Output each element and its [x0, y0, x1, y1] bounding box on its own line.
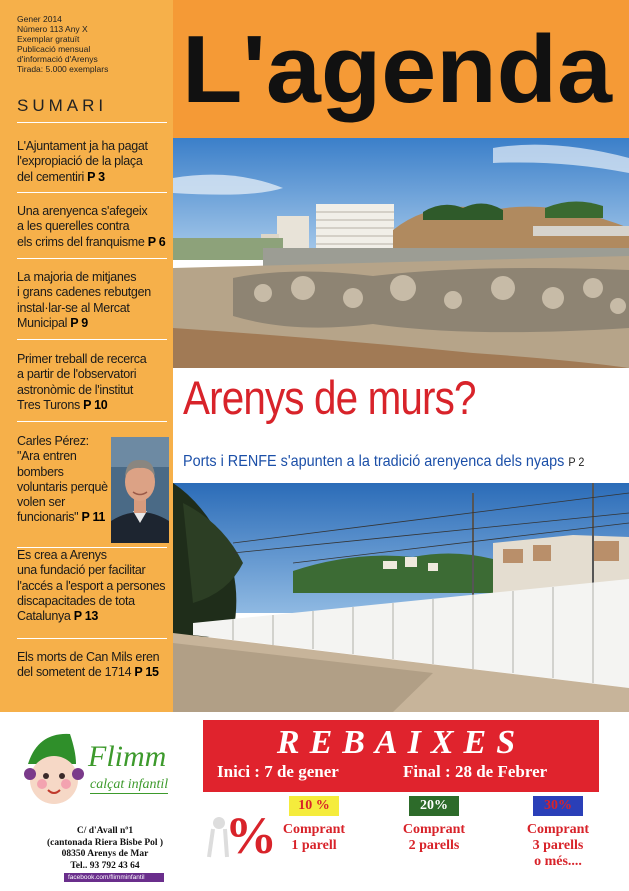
offer-3	[515, 796, 601, 870]
wall-photo-top	[173, 138, 629, 368]
address-line: (cantonada Riera Bisbe Pol )	[46, 837, 164, 848]
issue-line: Tirada: 5.000 exemplars	[17, 64, 109, 74]
agenda-logo	[178, 14, 618, 124]
svg-text:%: %	[225, 808, 277, 865]
facebook-link[interactable]: facebook.com/flimminfantil	[64, 873, 164, 882]
sale-title: REBAIXES	[276, 724, 526, 761]
wall-photo-bottom	[173, 483, 629, 712]
percent-icon	[205, 797, 277, 865]
sumari-item-page: P 15	[134, 665, 159, 680]
offer-badge: 30%	[533, 796, 583, 816]
sumari-item-text: Carles Pérez: "Ara entren bombers voluntaris perquè volen ser funcionaris"	[17, 434, 108, 525]
issue-line: Número 113 Any X	[17, 24, 88, 34]
divider	[17, 339, 167, 340]
sumari-item-text: Els morts de Can Mils eren del sometent de 1714	[17, 650, 160, 680]
subhead-text: Ports i RENFE s'apunten a la tradició arenyenca dels nyaps	[183, 453, 565, 470]
sumari-item-text: La majoria de mitjanes i grans cadenes rebutgen instal·lar-se al Mercat Municipal	[17, 270, 151, 330]
sale-banner	[203, 720, 599, 792]
divider	[17, 421, 167, 422]
sumari-item-text: L'Ajuntament ja ha pagat l'expropiació de la plaça del cementiri	[17, 139, 148, 184]
sumari-item-page: P 3	[87, 169, 105, 184]
sumari-item-text: Es crea a Arenys una fundació per facilitar l'accés a l'esport a persones discapacitades de tota Catalunya	[17, 548, 166, 624]
sale-end: Final : 28 de Febrer	[403, 762, 548, 781]
offer-text: Comprant 1 parell	[282, 822, 346, 853]
sumari-item[interactable]	[17, 204, 169, 250]
divider	[17, 638, 167, 639]
sumari-item[interactable]	[17, 270, 169, 331]
divider	[17, 192, 167, 193]
sumari-item[interactable]	[17, 434, 113, 526]
sumari-title: SUMARI	[17, 96, 108, 115]
offer-badge: 10 %	[289, 796, 339, 816]
shop-address	[30, 826, 180, 872]
divider	[17, 122, 167, 123]
subhead-page: P 2	[568, 455, 585, 469]
address-line: C/ d'Avall nº1	[76, 826, 134, 836]
sumari-item-page: P 11	[81, 510, 106, 525]
offer-text: Comprant 3 parells o més....	[526, 822, 590, 869]
main-subhead	[183, 453, 584, 471]
address-line: Tel.. 93 792 43 64	[70, 860, 140, 871]
sumari-item-text: Primer treball de recerca a partir de l'observatori astronòmic de l'institut Tres Turons	[17, 352, 147, 412]
mascot-icon	[18, 730, 90, 810]
masthead	[173, 0, 629, 138]
sumari-item-page: P 6	[147, 234, 166, 249]
sumari-item[interactable]	[17, 650, 169, 681]
sale-start: Inici : 7 de gener	[217, 762, 339, 781]
address-line: 08350 Arenys de Mar	[61, 849, 149, 859]
offer-text: Comprant 2 parells	[402, 822, 466, 853]
offer-1	[271, 796, 357, 854]
brand-subtitle: calçat infantil	[90, 777, 169, 792]
portrait-photo	[111, 437, 169, 543]
logo-text: L'agenda	[182, 16, 613, 123]
sumari-item[interactable]	[17, 548, 169, 624]
sumari-item-page: P 10	[83, 397, 108, 412]
issue-info	[17, 14, 108, 74]
divider	[17, 258, 167, 259]
offer-badge: 20%	[409, 796, 459, 816]
issue-line: d'informació d'Arenys	[17, 54, 98, 64]
issue-line: Publicació mensual	[17, 44, 91, 54]
sumari-item-page: P 13	[73, 609, 99, 624]
issue-line: Gener 2014	[17, 14, 62, 24]
sumari-item-page: P 9	[70, 315, 88, 330]
issue-line: Exemplar gratuït	[17, 34, 80, 44]
main-headline: Arenys de murs?	[183, 371, 476, 424]
brand-name: Flimm	[88, 740, 167, 773]
sumari-item[interactable]	[17, 139, 169, 185]
offer-2	[391, 796, 477, 854]
sumari-item-text: Una arenyenca s'afegeix a les querelles contra els crims del franquisme	[17, 204, 148, 249]
sumari-item[interactable]	[17, 352, 169, 413]
